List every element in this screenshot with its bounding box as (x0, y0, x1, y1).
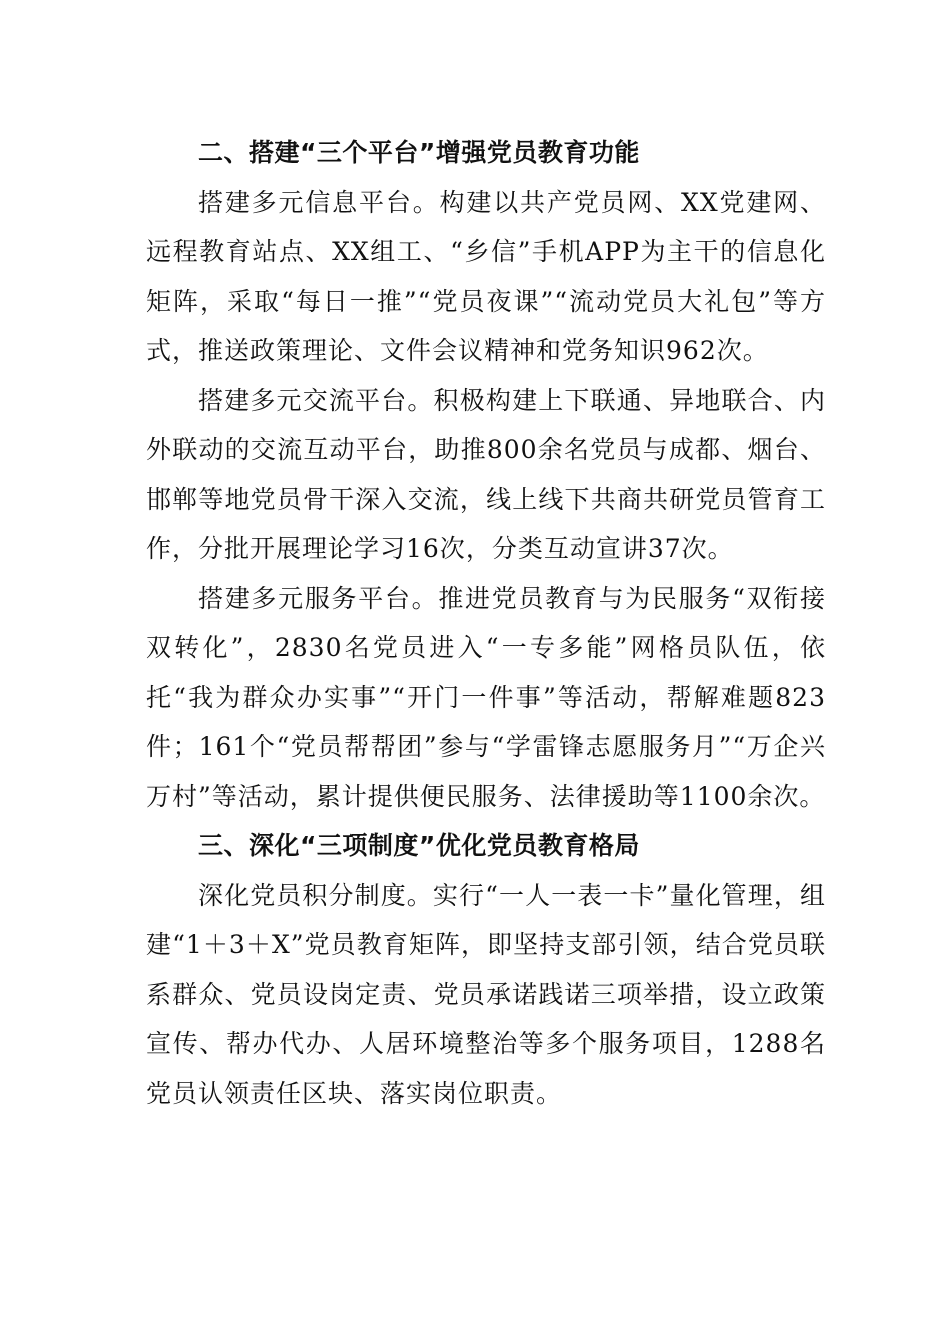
section-heading-3: 三、深化“三项制度”优化党员教育格局 (198, 831, 640, 860)
paragraph-points-system: 深化党员积分制度。实行“一人一表一卡”量化管理，组建“1＋3＋X”党员教育矩阵，即坚持支部引领，结合党员联系群众、党员设岗定责、党员承诺践诺三项举措，设立政策宣传、帮办代办、人居环境整治等多个服务项目，1288名党员认领责任区块、落实岗位职责。 (146, 880, 826, 1108)
paragraph-exchange-platform: 搭建多元交流平台。积极构建上下联通、异地联合、内外联动的交流互动平台，助推800余名党员与成都、烟台、邯郸等地党员骨干深入交流，线上线下共商共研党员管育工作，分批开展理论学习16次，分类互动宣讲37次。 (146, 385, 826, 563)
paragraph-service-platform: 搭建多元服务平台。推进党员教育与为民服务“双衔接双转化”，2830名党员进入“一专多能”网格员队伍，依托“我为群众办实事”“开门一件事”等活动，帮解难题823件；161个“党员帮帮团”参与“学雷锋志愿服务月”“万企兴万村”等活动，累计提供便民服务、法律援助等1100余次。 (146, 583, 826, 811)
document-body (146, 128, 826, 1118)
paragraph-info-platform: 搭建多元信息平台。构建以共产党员网、XX党建网、远程教育站点、XX组工、“乡信”手机APP为主干的信息化矩阵，采取“每日一推”“党员夜课”“流动党员大礼包”等方式，推送政策理论、文件会议精神和党务知识962次。 (146, 187, 826, 365)
section-heading-2: 二、搭建“三个平台”增强党员教育功能 (198, 138, 640, 167)
